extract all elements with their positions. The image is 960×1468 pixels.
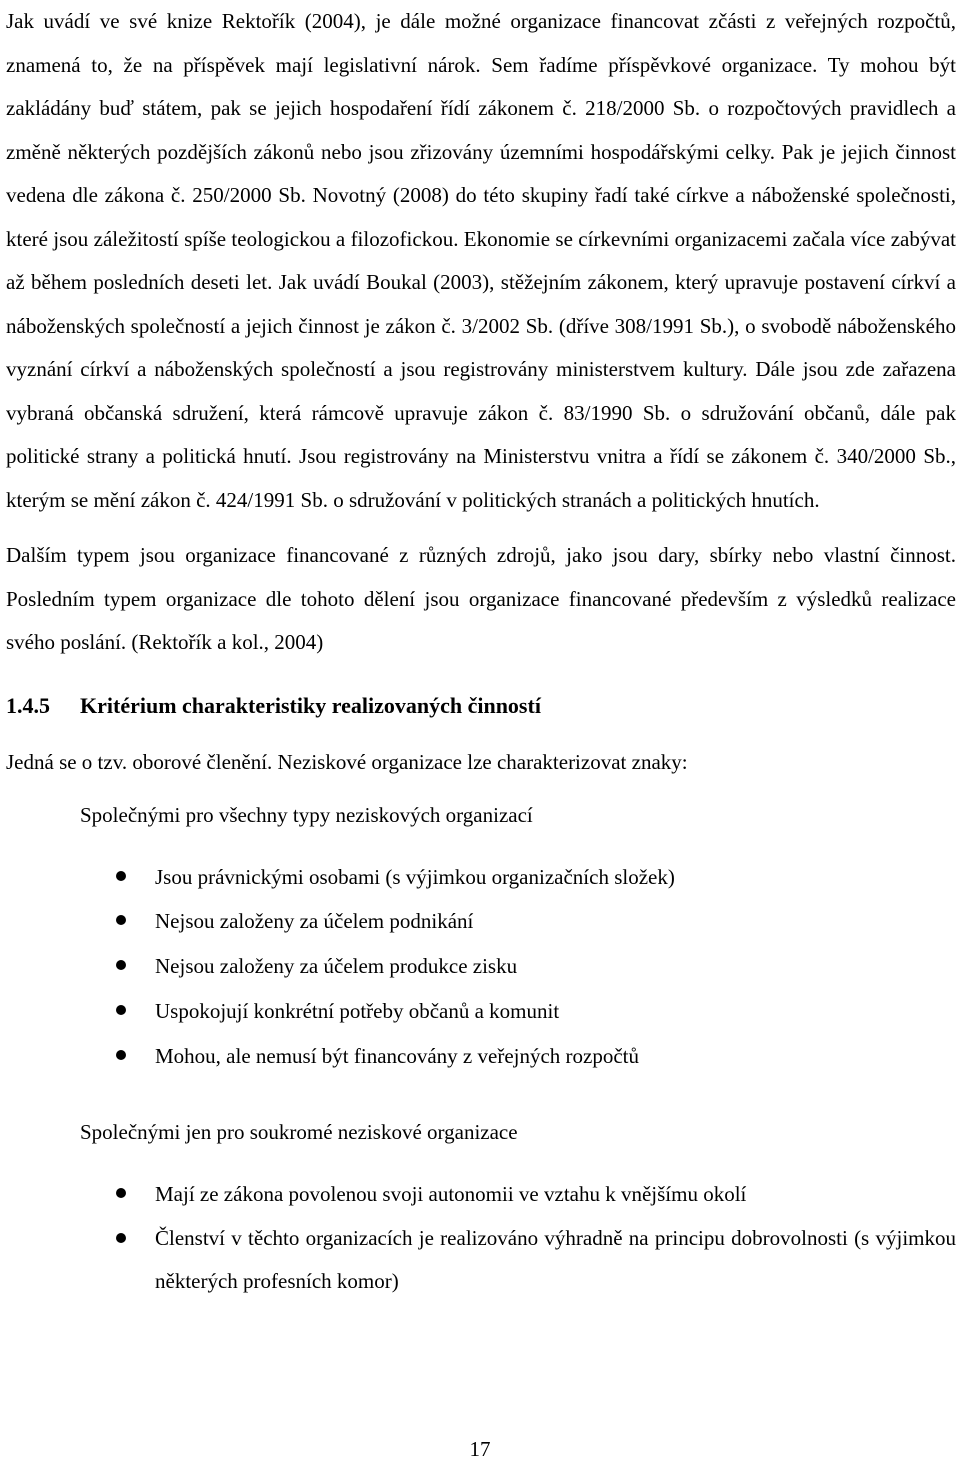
body-paragraph: Dalším typem jsou organizace financované z různých zdrojů, jako jsou dary, sbírky nebo vlastní činnost. Posledním typem organizace dle tohoto dělení jsou organizace financované především z výsledků realizace svého poslání. (Rektořík a kol., 2004)	[6, 543, 956, 654]
bullet-icon	[116, 1188, 126, 1198]
bullet-list	[6, 1172, 956, 1303]
list-item	[6, 899, 956, 944]
list-item	[6, 944, 956, 989]
intro-text: Jedná se o tzv. oborové členění. Neziskové organizace lze charakterizovat znaky:	[6, 749, 688, 774]
list-item	[6, 1034, 956, 1079]
bullet-list	[6, 855, 956, 1079]
list-item-text: Uspokojují konkrétní potřeby občanů a komunit	[155, 998, 560, 1023]
bullet-icon	[116, 1005, 126, 1015]
list-item-text: Jsou právnickými osobami (s výjimkou organizačních složek)	[155, 864, 675, 889]
bullet-icon	[116, 915, 126, 925]
list-item-text: Mají ze zákona povolenou svoji autonomii ve vztahu k vnějšímu okolí	[155, 1182, 747, 1207]
document-page	[6, 0, 956, 1303]
group-label: Společnými pro všechny typy neziskových organizací	[80, 802, 533, 827]
list-item-text: Nejsou založeny za účelem podnikání	[155, 909, 474, 934]
bullet-icon	[116, 960, 126, 970]
page-number: 17	[469, 1437, 491, 1461]
list-item	[6, 989, 956, 1034]
list-item	[6, 855, 956, 900]
bullet-icon	[116, 1050, 126, 1060]
section-number: 1.4.5	[6, 692, 50, 718]
list-item	[6, 1172, 956, 1217]
group-label: Společnými jen pro soukromé neziskové organizace	[80, 1120, 518, 1145]
bullet-icon	[116, 871, 126, 881]
list-item-text: Mohou, ale nemusí být financovány z veřejných rozpočtů	[155, 1043, 640, 1068]
body-paragraph: Jak uvádí ve své knize Rektořík (2004), je dále možné organizace financovat zčásti z veřejných rozpočtů, znamená to, že na příspěvek mají legislativní nárok. Sem řadíme příspěvkové organizace. Ty mohou být zakládány buď státem, pak se jejich hospodaření řídí zákonem č. 218/2000 Sb. o rozpočtových pravidlech a změně některých pozdějších zákonů nebo jsou zřizovány územními hospodářskými celky. Pak je jejich činnost vedena dle zákona č. 250/2000 Sb. Novotný (2008) do této skupiny řadí také církve a náboženské společnosti, které jsou záležitostí spíše teologickou a filozofickou. Ekonomie se církevními organizacemi začala více zabývat až během posledních deseti let. Jak uvádí Boukal (2003), stěžejním zákonem, který upravuje postavení církví a náboženských společností a jejich činnost je zákon č. 3/2002 Sb. (dříve 308/1991 Sb.), o svobodě náboženského vyznání církví a náboženských společností a jsou registrovány ministerstvem kultury. Dále jsou zde zařazena vybraná občanská sdružení, která rámcově upravuje zákon č. 83/1990 Sb. o sdružování občanů, dále pak politické strany a politická hnutí. Jsou registrovány na Ministerstvu vnitra a řídí se zákonem č. 340/2000 Sb., kterým se mění zákon č. 424/1991 Sb. o sdružování v politických stranách a politických hnutích.	[6, 9, 956, 512]
list-item	[6, 1217, 956, 1303]
list-item-text: Nejsou založeny za účelem produkce zisku	[155, 954, 518, 979]
list-item-text: Členství v těchto organizacích je realizováno výhradně na principu dobrovolnosti (s výjimkou některých profesních komor)	[155, 1226, 956, 1294]
section-heading	[6, 688, 956, 724]
section-title: Kritérium charakteristiky realizovaných činností	[80, 692, 541, 718]
bullet-icon	[116, 1233, 126, 1243]
